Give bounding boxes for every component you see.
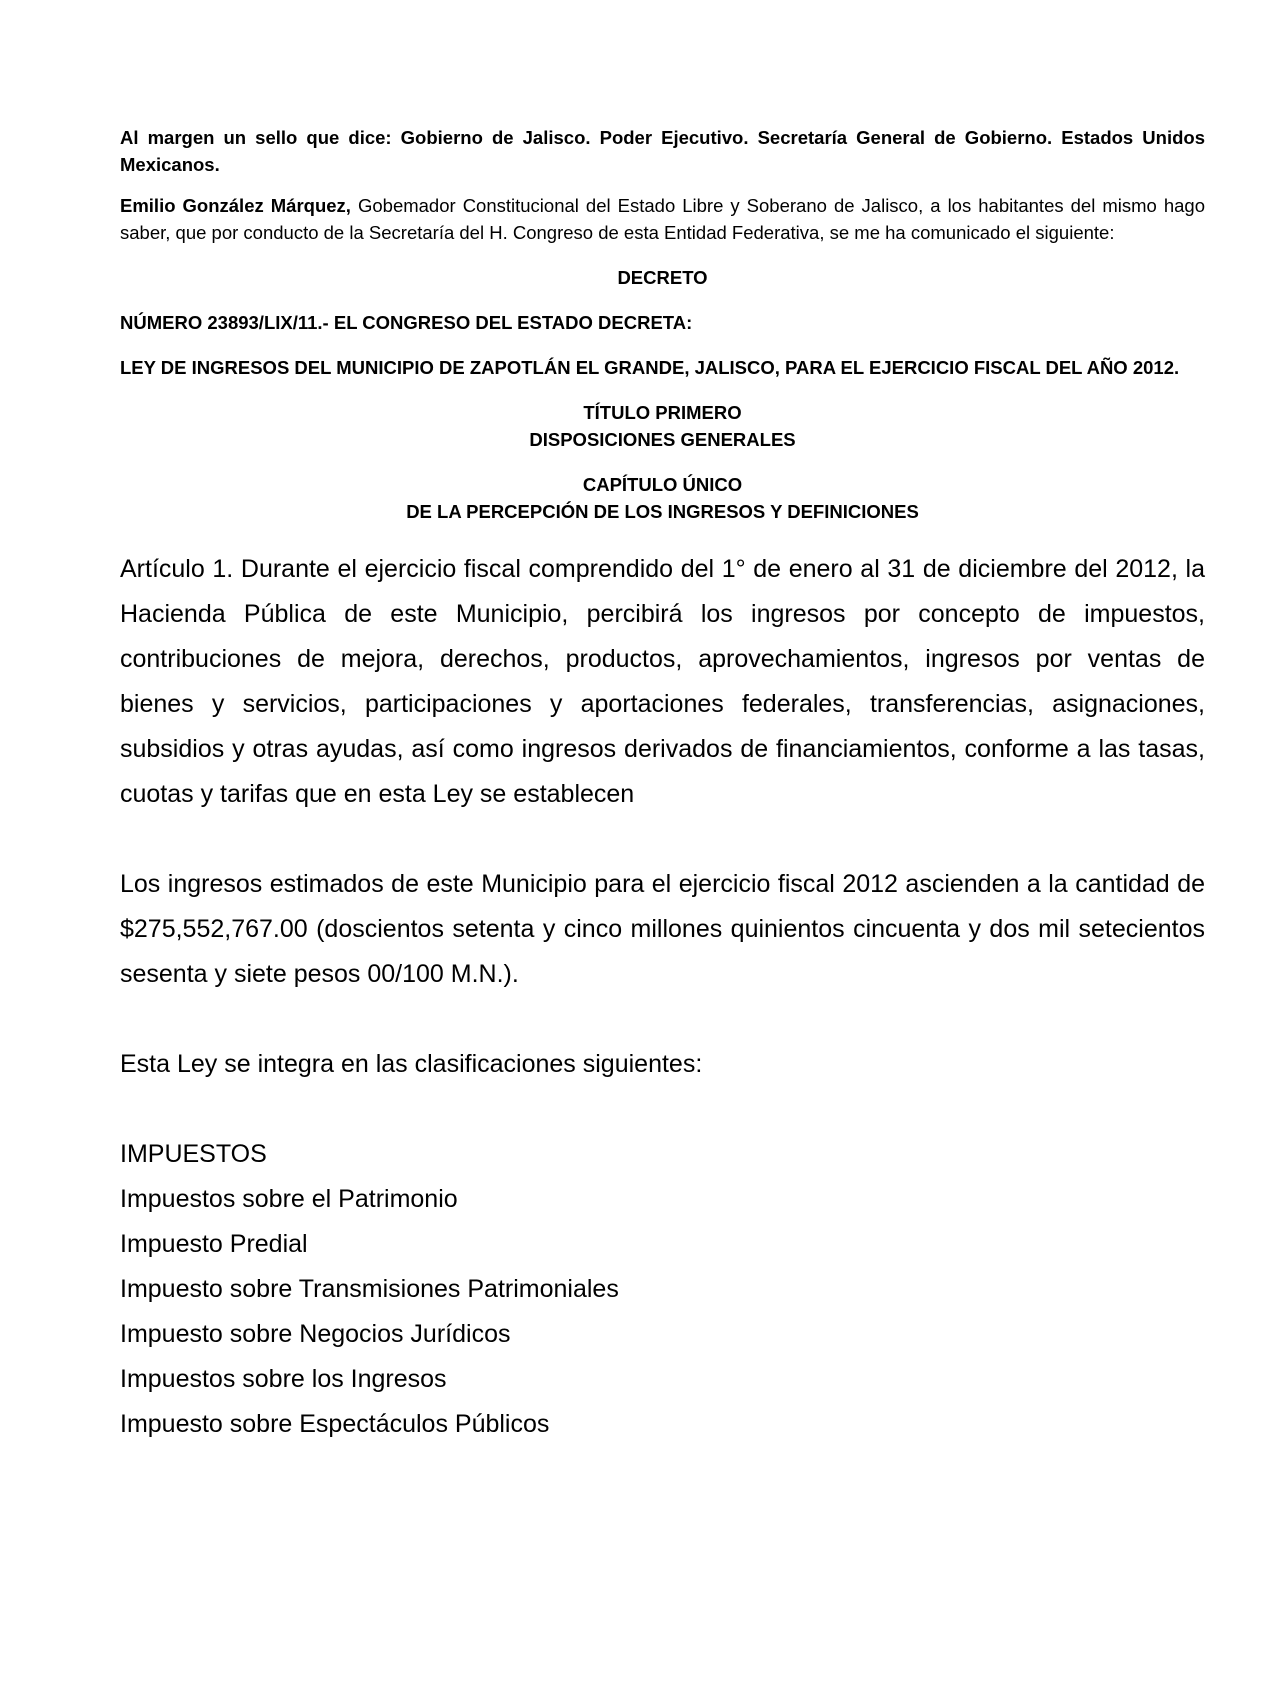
estimated-income-paragraph: Los ingresos estimados de este Municipio para el ejercicio fiscal 2012 ascienden a la cantidad de $275,552,767.00 (doscientos setenta y cinco millones quinientos cincuenta y dos mil setecientos sesenta y siete pesos 00/100 M.N.). [120, 870, 1205, 988]
chapter-heading-line1: CAPÍTULO ÚNICO [582, 474, 743, 495]
governor-name: Emilio González Márquez, [120, 195, 351, 216]
list-item: Impuesto Predial [120, 1230, 308, 1258]
list-item: Impuestos sobre el Patrimonio [120, 1185, 458, 1213]
classification-intro: Esta Ley se integra en las clasificaciones siguientes: [120, 1050, 703, 1078]
decree-number: NÚMERO 23893/LIX/11.- EL CONGRESO DEL ESTADO DECRETA: [120, 312, 693, 333]
chapter-heading-line2: DE LA PERCEPCIÓN DE LOS INGRESOS Y DEFINICIONES [406, 501, 919, 522]
seal-paragraph: Al margen un sello que dice: Gobierno de Jalisco. Poder Ejecutivo. Secretaría General de Gobierno. Estados Unidos Mexicanos. [120, 127, 1205, 175]
title-heading-line2: DISPOSICIONES GENERALES [529, 429, 796, 450]
classification-list [120, 1132, 1205, 1447]
list-item: Impuesto sobre Transmisiones Patrimoniales [120, 1275, 619, 1303]
list-item: IMPUESTOS [120, 1140, 267, 1168]
document-page [120, 124, 1205, 1447]
intro-paragraph [120, 192, 1205, 246]
article-1-paragraph: Artículo 1. Durante el ejercicio fiscal comprendido del 1° de enero al 31 de diciembre del 2012, la Hacienda Pública de este Municipio, percibirá los ingresos por concepto de impuestos, contribuciones de mejora, derechos, productos, aprovechamientos, ingresos por ventas de bienes y servicios, participaciones y aportaciones federales, transferencias, asignaciones, subsidios y otras ayudas, así como ingresos derivados de financiamientos, conforme a las tasas, cuotas y tarifas que en esta Ley se establecen [120, 555, 1205, 808]
intro-text: Gobemador Constitucional del Estado Libre y Soberano de Jalisco, a los habitantes del mismo hago saber, que por conducto de la Secretaría del H. Congreso de esta Entidad Federativa, se me ha comunicado el siguiente: [120, 195, 1205, 243]
title-heading [120, 399, 1205, 453]
chapter-heading [120, 471, 1205, 525]
title-heading-line1: TÍTULO PRIMERO [583, 402, 742, 423]
law-title: LEY DE INGRESOS DEL MUNICIPIO DE ZAPOTLÁN EL GRANDE, JALISCO, PARA EL EJERCICIO FISCAL DEL AÑO 2012. [120, 357, 1180, 378]
list-item: Impuestos sobre los Ingresos [120, 1365, 447, 1393]
list-item: Impuesto sobre Espectáculos Públicos [120, 1410, 550, 1438]
list-item: Impuesto sobre Negocios Jurídicos [120, 1320, 511, 1348]
decreto-heading: DECRETO [617, 267, 708, 288]
